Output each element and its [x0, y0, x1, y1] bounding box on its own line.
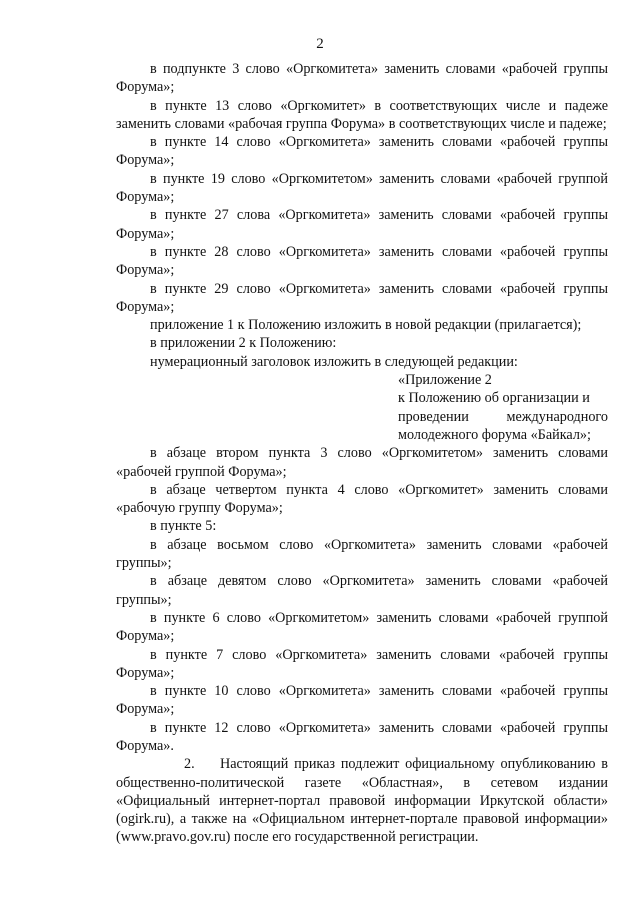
- document-body: [116, 60, 608, 847]
- appendix-line: к Положению об организации и: [398, 390, 590, 407]
- item-text: Настоящий приказ подлежит официальному опубликованию в общественно-политической газете «Областная», в сетевом издании «Официальный интернет-портал правовой информации Иркутской области» (ogirk.ru), а также на «Официальном интернет-портале правовой информации» (www.pravo.gov.ru) после его государственной регистрации.: [116, 756, 608, 846]
- item-number: 2.: [184, 756, 195, 773]
- paragraph: в пункте 19 слово «Оргкомитетом» заменить словами «рабочей группой Форума»;: [116, 170, 608, 206]
- page-number: 2: [316, 36, 324, 52]
- paragraph: в пункте 13 слово «Оргкомитет» в соответствующих числе и падеже заменить словами «рабочая группа Форума» в соответствующих числе и падеже;: [116, 97, 608, 132]
- paragraph: в подпункте 3 слово «Оргкомитета» заменить словами «рабочей группы Форума»;: [116, 61, 608, 96]
- paragraph: в абзаце четвертом пункта 4 слово «Оргкомитет» заменить словами «рабочую группу Форума»;: [116, 481, 608, 517]
- paragraph: в пункте 14 слово «Оргкомитета» заменить словами «рабочей группы Форума»;: [116, 134, 608, 169]
- paragraph: в пункте 29 слово «Оргкомитета» заменить словами «рабочей группы Форума»;: [116, 280, 608, 315]
- appendix-heading-block: [398, 371, 608, 444]
- paragraph: в пункте 10 слово «Оргкомитета» заменить словами «рабочей группы Форума»;: [116, 683, 608, 718]
- paragraph: в пункте 6 слово «Оргкомитетом» заменить словами «рабочей группой Форума»;: [116, 609, 608, 645]
- paragraph: в пункте 12 слово «Оргкомитета» заменить словами «рабочей группы Форума».: [116, 719, 608, 754]
- paragraph: в пункте 28 слово «Оргкомитета» заменить словами «рабочей группы Форума»;: [116, 243, 608, 279]
- paragraph: приложение 1 к Положению изложить в новой редакции (прилагается);: [150, 317, 582, 334]
- paragraph: в пункте 7 слово «Оргкомитета» заменить словами «рабочей группы Форума»;: [116, 646, 608, 681]
- appendix-line: «Приложение 2: [398, 372, 492, 389]
- paragraph: в пункте 27 слова «Оргкомитета» заменить словами «рабочей группы Форума»;: [116, 207, 608, 242]
- paragraph: в абзаце девятом слово «Оргкомитета» заменить словами «рабочей группы»;: [116, 573, 608, 608]
- appendix-line: проведении международного: [398, 408, 608, 425]
- paragraph: нумерационный заголовок изложить в следующей редакции:: [150, 353, 518, 370]
- paragraph: в пункте 5:: [150, 518, 217, 535]
- paragraph: в абзаце втором пункта 3 слово «Оргкомитетом» заменить словами «рабочей группой Форума»;: [116, 445, 608, 480]
- paragraph: в приложении 2 к Положению:: [150, 335, 337, 352]
- final-item-paragraph: [116, 755, 608, 846]
- paragraph: в абзаце восьмом слово «Оргкомитета» заменить словами «рабочей группы»;: [116, 536, 608, 572]
- appendix-line: молодежного форума «Байкал»;: [398, 426, 591, 443]
